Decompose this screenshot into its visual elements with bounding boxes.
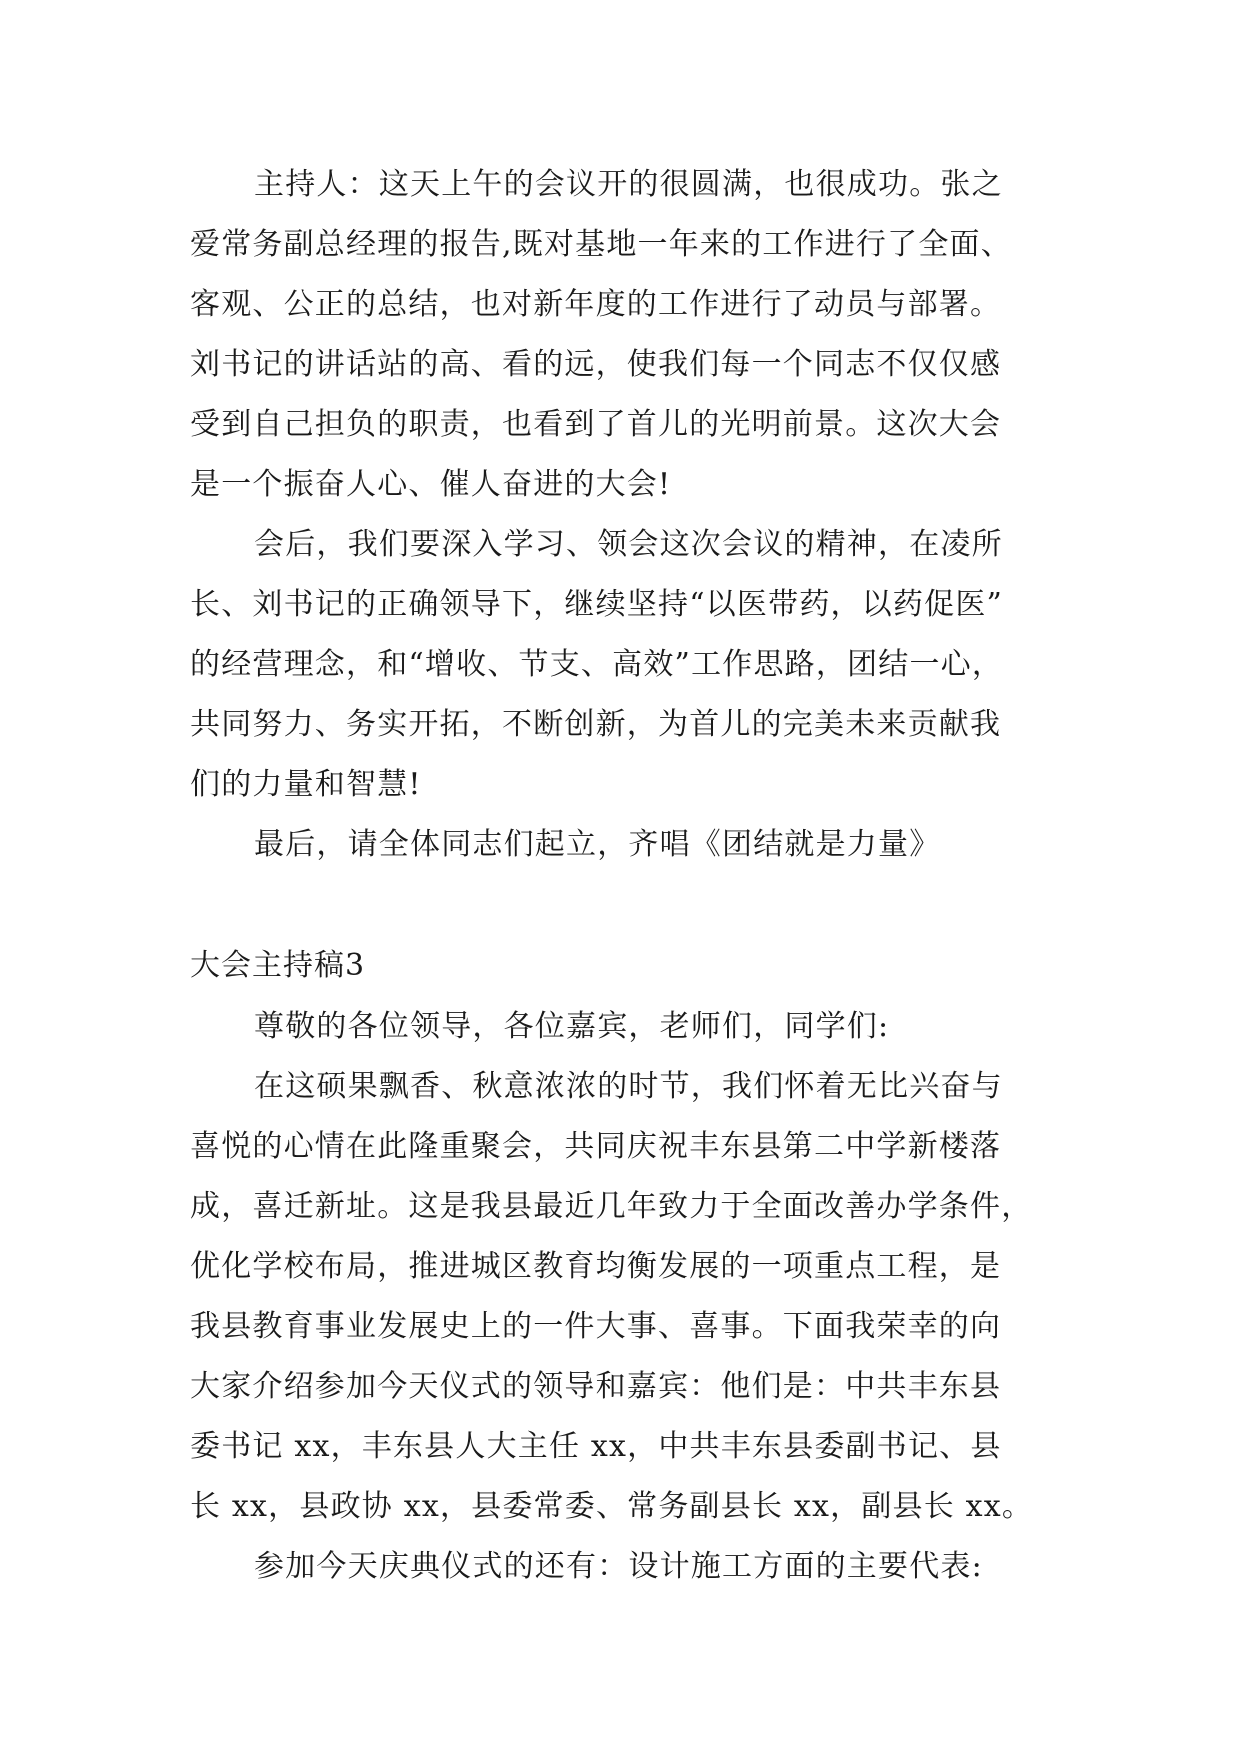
- text-line: 参加今天庆典仪式的还有：设计施工方面的主要代表:: [254, 1549, 983, 1584]
- paragraph-finally: [190, 815, 1090, 875]
- paragraph-after-meeting: [190, 515, 1090, 815]
- text-line: 喜悦的心情在此隆重聚会，共同庆祝丰东县第二中学新楼落: [190, 1129, 1002, 1164]
- paragraph-greeting: [190, 997, 1090, 1057]
- text-line: 长 xx，县政协 xx，县委常委、常务副县长 xx，副县长 xx。: [190, 1489, 1034, 1524]
- text-line: 长、刘书记的正确领导下，继续坚持“以医带药，以药促医”: [190, 587, 1004, 622]
- paragraph-introduction: [190, 1057, 1090, 1537]
- text-line: 刘书记的讲话站的高、看的远，使我们每一个同志不仅仅感: [190, 347, 1002, 382]
- text-line: 的经营理念，和“增收、节支、高效”工作思路，团结一心，: [190, 647, 1004, 682]
- text-line: 客观、公正的总结，也对新年度的工作进行了动员与部署。: [190, 287, 1002, 322]
- text-line: 尊敬的各位领导，各位嘉宾，老师们，同学们:: [254, 1009, 890, 1044]
- text-line: 受到自己担负的职责，也看到了首儿的光明前景。这次大会: [190, 407, 1002, 442]
- text-line: 们的力量和智慧!: [190, 767, 422, 802]
- text-line: 大家介绍参加今天仪式的领导和嘉宾：他们是：中共丰东县: [190, 1369, 1002, 1404]
- text-line: 共同努力、务实开拓，不断创新，为首儿的完美未来贡献我: [190, 707, 1002, 742]
- text-line: 爱常务副总经理的报告,既对基地一年来的工作进行了全面、: [190, 227, 1012, 262]
- section-title: 大会主持稿3: [190, 948, 366, 983]
- text-line: 我县教育事业发展史上的一件大事、喜事。下面我荣幸的向: [190, 1309, 1002, 1344]
- text-line: 在这硕果飘香、秋意浓浓的时节，我们怀着无比兴奋与: [254, 1069, 1003, 1104]
- text-line: 会后，我们要深入学习、领会这次会议的精神，在凌所: [254, 527, 1003, 562]
- text-line: 委书记 xx，丰东县人大主任 xx，中共丰东县委副书记、县: [190, 1429, 1002, 1464]
- text-line: 主持人：这天上午的会议开的很圆满，也很成功。张之: [254, 167, 1003, 202]
- document-body: [190, 155, 1090, 1597]
- text-line: 是一个振奋人心、催人奋进的大会!: [190, 467, 672, 502]
- text-line: 优化学校布局，推进城区教育均衡发展的一项重点工程，是: [190, 1249, 1002, 1284]
- text-line: 最后，请全体同志们起立，齐唱《团结就是力量》: [254, 827, 941, 862]
- text-line: 成，喜迁新址。这是我县最近几年致力于全面改善办学条件，: [190, 1189, 1033, 1224]
- paragraph-attendees: [190, 1537, 1090, 1597]
- paragraph-closing-remarks: [190, 155, 1090, 515]
- section-spacer: [190, 875, 1090, 935]
